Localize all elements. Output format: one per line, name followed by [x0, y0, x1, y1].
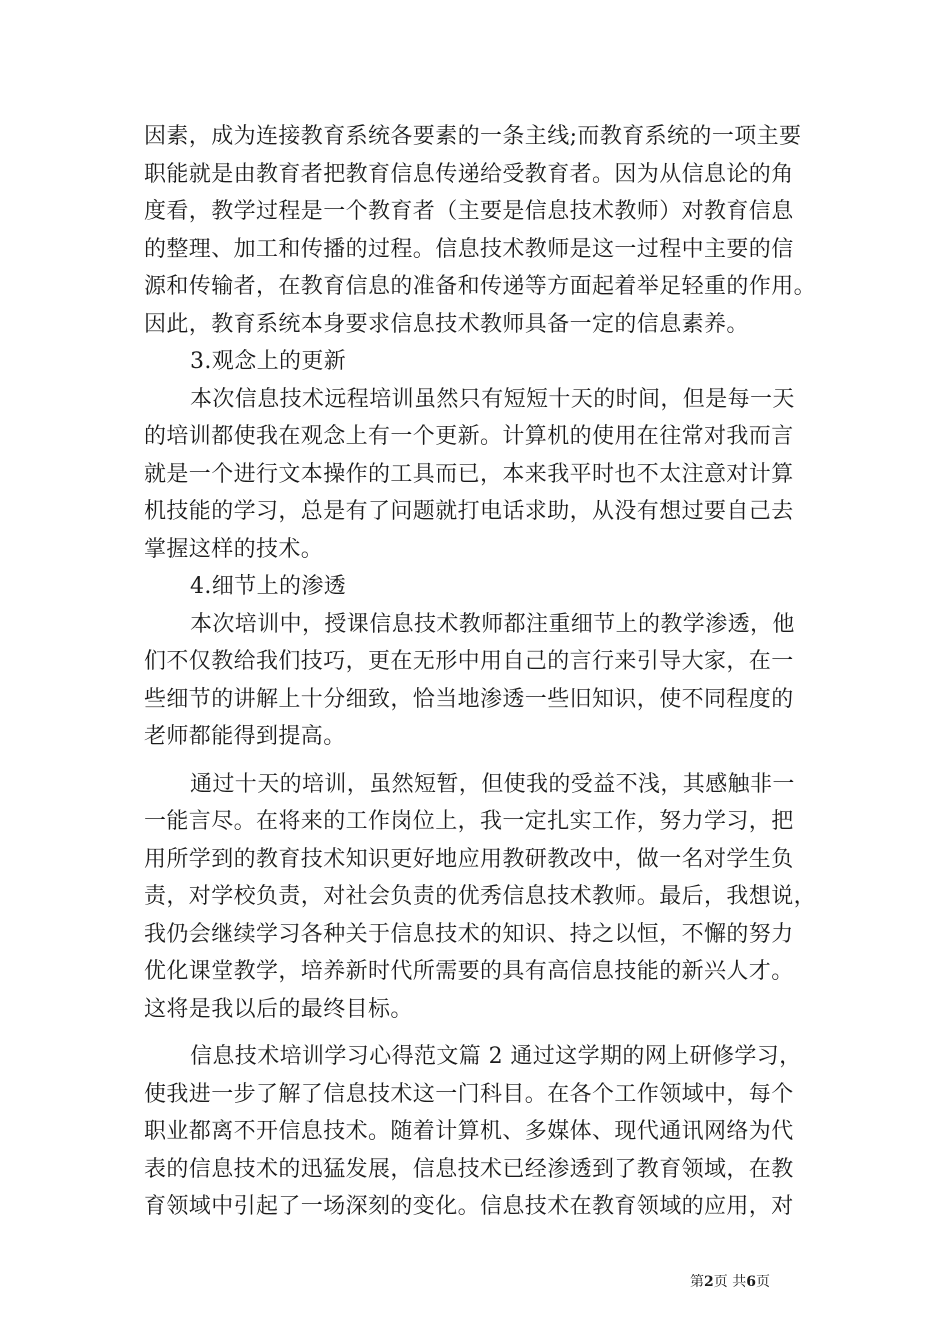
text-line: 些细节的讲解上十分细致，恰当地渗透一些旧知识，使不同程度的: [144, 686, 794, 712]
text-line: 因此，教育系统本身要求信息技术教师具备一定的信息素养。: [144, 311, 749, 337]
text-line: 的培训都使我在观念上有一个更新。计算机的使用在往常对我而言: [144, 424, 794, 449]
text-line: 因素，成为连接教育系统各要素的一条主线;而教育系统的一项主要: [144, 124, 802, 149]
text-line: 们不仅教给我们技巧，更在无形中用自己的言行来引导大家，在一: [144, 649, 794, 674]
section-heading: 4.细节上的渗透: [190, 574, 347, 599]
text-line: 的整理、加工和传播的过程。信息技术教师是这一过程中主要的信: [144, 236, 794, 262]
footer-prefix: 第: [690, 1274, 704, 1290]
text-line: 表的信息技术的迅猛发展，信息技术已经渗透到了教育领域，在教: [144, 1156, 794, 1182]
body-text: [144, 118, 834, 1226]
text-line: 本次培训中，授课信息技术教师都注重细节上的教学渗透，他: [190, 611, 795, 637]
page-number-footer: [690, 1271, 850, 1291]
text-line: 职能就是由教育者把教育信息传递给受教育者。因为从信息论的角: [144, 161, 794, 187]
text-line: 责，对学校负责，对社会负责的优秀信息技术教师。最后，我想说，: [144, 884, 817, 909]
text-line: 就是一个进行文本操作的工具而已，本来我平时也不太注意对计算: [144, 461, 794, 487]
text-line: 用所学到的教育技术知识更好地应用教研教改中，做一名对学生负: [144, 846, 794, 872]
text-line: 源和传输者，在教育信息的准备和传递等方面起着举足轻重的作用。: [144, 274, 817, 299]
text-line: 本次信息技术远程培训虽然只有短短十天的时间，但是每一天: [190, 386, 795, 412]
footer-suffix: 页: [755, 1274, 770, 1290]
text-line: 这将是我以后的最终目标。: [144, 996, 413, 1022]
text-line: 我仍会继续学习各种关于信息技术的知识、持之以恒，不懈的努力: [144, 921, 794, 947]
text-line: 使我进一步了解了信息技术这一门科目。在各个工作领域中，每个: [144, 1081, 794, 1107]
text-line: 掌握这样的技术。: [144, 536, 324, 562]
text-line: 信息技术培训学习心得范文篇 2 通过这学期的网上研修学习，: [190, 1044, 802, 1069]
text-line: 优化课堂教学，培养新时代所需要的具有高信息技能的新兴人才。: [144, 959, 794, 984]
text-line: 通过十天的培训，虽然短暂，但使我的受益不浅，其感触非一: [190, 771, 795, 797]
total-page-number: 6: [746, 1274, 756, 1290]
text-line: 一能言尽。在将来的工作岗位上，我一定扎实工作，努力学习，把: [144, 809, 794, 834]
text-line: 度看，教学过程是一个教育者（主要是信息技术教师）对教育信息: [144, 199, 794, 224]
text-line: 老师都能得到提高。: [144, 724, 346, 749]
text-line: 职业都离不开信息技术。随着计算机、多媒体、现代通讯网络为代: [144, 1119, 794, 1144]
text-line: 育领域中引起了一场深刻的变化。信息技术在教育领域的应用，对: [144, 1194, 794, 1219]
current-page-number: 2: [704, 1274, 714, 1290]
footer-middle: 页 共: [713, 1274, 747, 1290]
text-line: 机技能的学习，总是有了问题就打电话求助，从没有想过要自己去: [144, 499, 794, 524]
section-heading: 3.观念上的更新: [190, 349, 347, 374]
